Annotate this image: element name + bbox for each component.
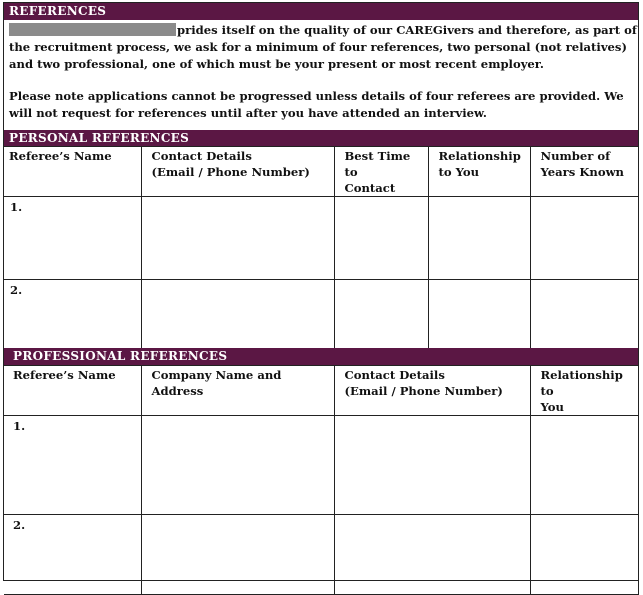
professional-header-row	[4, 366, 638, 416]
professional-col-relationship: Relationship to You	[530, 366, 638, 416]
professional-row-1-contact-cell[interactable]	[334, 416, 530, 515]
professional-col-company: Company Name and Address	[141, 366, 334, 416]
professional-row-1-company-cell[interactable]	[141, 416, 334, 515]
personal-row-2-number: 2.	[4, 280, 141, 362]
personal-header-row	[4, 147, 638, 197]
personal-references-table	[4, 146, 639, 362]
personal-col-contact-details: Contact Details (Email / Phone Number)	[141, 147, 334, 197]
personal-references-heading: PERSONAL REFERENCES	[9, 131, 190, 145]
professional-references-bar	[4, 348, 638, 365]
professional-col-contact-details: Contact Details (Email / Phone Number)	[334, 366, 530, 416]
professional-row-2-number: 2.	[4, 515, 141, 595]
personal-col-years-known: Number of Years Known	[530, 147, 638, 197]
intro-section	[9, 22, 637, 122]
intro-text: prides itself on the quality of our CAREGivers and therefore, as part of the recruitment process, we ask for a minimum of four references, two personal (not relatives) and two professional, one of which must be your present or most recent employer.	[9, 23, 637, 71]
references-heading-bar	[4, 3, 638, 20]
professional-row-1-relationship-cell[interactable]	[530, 416, 638, 515]
references-form	[3, 2, 639, 581]
personal-col-referee-name: Referee’s Name	[4, 147, 141, 197]
note-paragraph: Please note applications cannot be progressed unless details of four referees are provided. We will not request for references until after you have attended an interview.	[9, 89, 624, 120]
professional-row-1-number: 1.	[4, 416, 141, 515]
personal-row-1-number: 1.	[4, 197, 141, 280]
professional-references-heading: PROFESSIONAL REFERENCES	[13, 349, 228, 363]
personal-row-1-relationship-cell[interactable]	[428, 197, 530, 280]
personal-col-relationship: Relationship to You	[428, 147, 530, 197]
professional-references-table	[4, 365, 639, 595]
references-heading: REFERENCES	[9, 4, 107, 18]
personal-references-bar	[4, 130, 638, 146]
personal-col-best-time: Best Time to Contact	[334, 147, 428, 197]
professional-col-referee-name: Referee’s Name	[4, 366, 141, 416]
redacted-company-name	[9, 23, 176, 36]
personal-row-1-time-cell[interactable]	[334, 197, 428, 280]
personal-row-1-years-cell[interactable]	[530, 197, 638, 280]
professional-row-1	[4, 416, 638, 515]
intro-paragraph	[9, 22, 637, 73]
personal-row-1	[4, 197, 638, 280]
personal-row-1-contact-cell[interactable]	[141, 197, 334, 280]
